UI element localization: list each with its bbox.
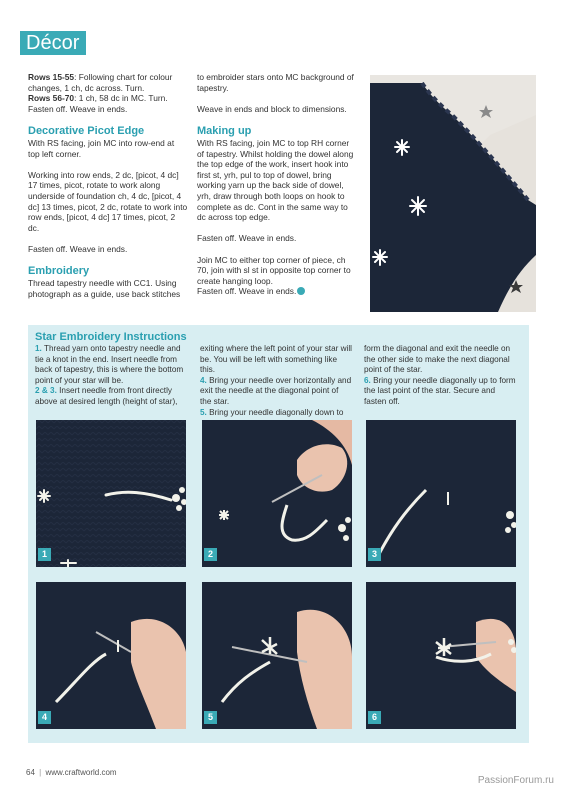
step-photo-5 [202,582,352,729]
embroidery-heading: Embroidery [28,265,90,278]
tapestry-photo-icon [370,75,536,312]
instructions-col-c [364,344,516,408]
page-number: 64 [26,768,35,777]
instructions-box [28,325,529,743]
photo-label-2: 2 [204,548,217,561]
step-photo-3-icon [366,420,516,567]
weave-ends-paragraph: Weave in ends and block to dimensions. [197,103,347,114]
footer-site: www.craftworld.com [45,768,117,777]
step-photo-1-icon [36,420,186,567]
page-footer: 64 | www.craftworld.com [26,768,117,777]
embroidery-continued: to embroider stars onto MC background of tapestry. [197,72,354,93]
hero-photo [370,75,536,312]
making-up-paragraph-1: With RS facing, join MC to top RH corner of tapestry. Whilst holding the dowel along the top edge of the work, insert hook into first st, yrh, pul to top of dowel, bring working yarn up the back side of dowel, yrh, draw through both loops on hook to complete as dc. Cont in the same way to dc across top edge. [197,137,354,223]
step-2-3-number: 2 & 3. [35,386,57,396]
watermark: PassionForum.ru [477,775,554,786]
instructions-col-b [200,344,352,418]
picot-paragraph-1: With RS facing, join MC into row-end at top left corner. [28,137,175,159]
making-up-paragraph-3: Join MC to either top corner of piece, ch 70, join with sl st in opposite top corner to create hanging loop. [197,254,351,286]
photo-label-3: 3 [368,548,381,561]
middle-text-column [197,72,357,307]
step-photo-5-icon [202,582,352,729]
photo-label-1: 1 [38,548,51,561]
picot-paragraph-3: Fasten off. Weave in ends. [28,243,128,254]
step-1-number: 1. [35,344,42,353]
fasten-off-text: Fasten off. Weave in ends. [28,103,128,114]
step-photo-6 [366,582,516,729]
rows-56-70-text: : 1 ch, 58 dc in MC. Turn. [74,93,168,104]
step-photo-6-icon [366,582,516,729]
step-1-text: Thread yarn onto tapestry needle and tie a knot in the end. Insert needle from back of tapestry, this is where the bottom point of your star will be. [35,344,184,385]
making-up-paragraph-2: Fasten off. Weave in ends. [197,233,297,244]
embroidery-paragraph: Thread tapestry needle with CC1. Using photograph as a guide, use back stitches [28,278,181,299]
step-photo-2 [202,420,352,567]
instructions-col-a [35,344,187,408]
rows-15-55-label: Rows 15-55 [28,72,75,82]
step-2-3-text: Insert needle from front directly above at desired length (height of star), [35,386,178,406]
step-6-text: Bring your needle diagonally up to form the last point of the star. Secure and fasten off. [364,375,516,406]
step-photo-4-icon [36,582,186,729]
making-up-heading: Making up [197,124,252,137]
picot-heading: Decorative Picot Edge [28,124,145,137]
rows-56-70-label: Rows 56-70 [28,93,75,104]
photo-label-6: 6 [368,711,381,724]
section-title: Décor [20,31,86,55]
step-photo-4 [36,582,186,729]
making-up-paragraph-4 [197,286,357,297]
step-5-number: 5. [200,407,207,417]
step-5-continued: form the diagonal and exit the needle on the other side to make the next diagonal point of the star. [364,344,511,375]
step-2-3-continued: exiting where the left point of your star will be. You will be left with something like this. [200,344,352,375]
step-photo-3 [366,420,516,567]
rows-paragraph [28,72,188,114]
step-photo-2-icon [202,420,352,567]
photo-label-5: 5 [204,711,217,724]
step-4-text: Bring your needle over horizontally and exit the needle at the diagonal point of the star. [200,375,352,406]
picot-paragraph-2: Working into row ends, 2 dc, [picot, 4 dc] 17 times, picot, rotate to work along underside of foundation ch, 4 dc, [picot, 4 dc] 13 times, picot, 2 dc, rotate to work into row ends, [picot, 4 dc] 17 times, picot, 2 dc. [28,169,188,233]
step-photo-1 [36,420,186,567]
left-text-column [28,72,188,310]
instructions-title: Star Embroidery Instructions [35,331,187,343]
making-up-paragraph-4-text: Fasten off. Weave in ends. [197,286,297,297]
step-4-number: 4. [200,375,207,385]
photo-label-4: 4 [38,711,51,724]
rows-15-55-text: : Following chart for colour changes, 1 ch, dc across. Turn. [28,72,173,93]
end-mark-icon [297,287,305,295]
step-5-text: Bring your needle diagonally down to [206,407,344,417]
step-6-number: 6. [364,375,371,385]
